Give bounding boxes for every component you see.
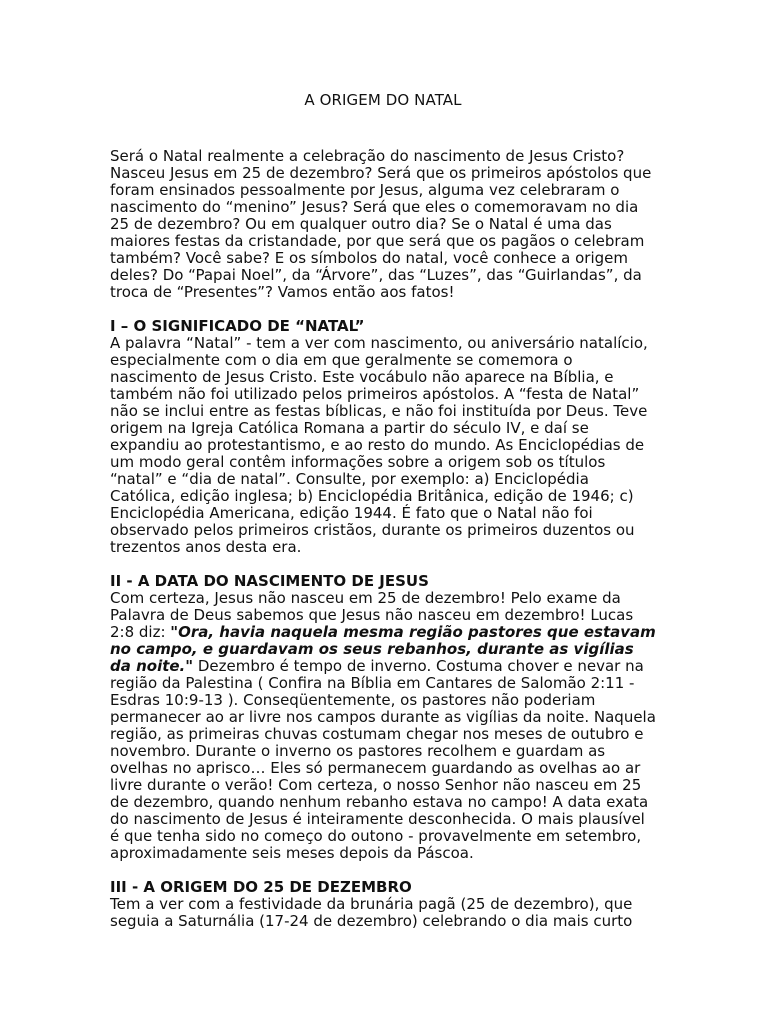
section-3-body: Tem a ver com a festividade da brunária pagã (25 de dezembro), que seguia a Saturnália (17-24 de dezembro) celebrando o dia mais curto xyxy=(110,895,633,930)
paragraph-spacer xyxy=(110,862,656,879)
scripture-quote: "Ora, havia naquela mesma região pastores que estavam no campo, e guardavam os seus rebanhos, durante as vigílias da noite." xyxy=(110,623,656,675)
document-page xyxy=(110,90,656,930)
section-1-heading: I – O SIGNIFICADO DE “NATAL” xyxy=(110,317,365,335)
document-title: A ORIGEM DO NATAL xyxy=(304,91,462,109)
paragraph-spacer xyxy=(110,301,656,318)
section-2-text-after-quote: Dezembro é tempo de inverno. Costuma chover e nevar na região da Palestina ( Confira na Bíblia em Cantares de Salomão 2:11 - Esdras 10:9-13 ). Conseqüentemente, os pastores não poderiam permanecer ao ar livre nos campos durante as vigílias da noite. Naquela região, as primeiras chuvas costumam chegar nos meses de outubro e novembro. Durante o inverno os pastores recolhem e guardam as ovelhas no aprisco… Eles só permanecem guardando as ovelhas ao ar livre durante o verão! Com certeza, o nosso Senhor não nasceu em 25 de dezembro, quando nenhum rebanho estava no campo! A data exata do nascimento de Jesus é inteiramente desconhecida. O mais plausível é que tenha sido no começo do outono - provavelmente em setembro, aproximadamente seis meses depois da Páscoa. xyxy=(110,657,656,862)
paragraph-spacer xyxy=(110,556,656,573)
section-2-text-before-quote: Com certeza, Jesus não nasceu em 25 de dezembro! Pelo exame da Palavra de Deus sabemos que Jesus não nasceu em dezembro! Lucas 2:8 diz: xyxy=(110,589,634,641)
intro-paragraph: Será o Natal realmente a celebração do nascimento de Jesus Cristo? Nasceu Jesus em 25 de dezembro? Será que os primeiros apóstolos que foram ensinados pessoalmente por Jesus, alguma vez celebraram o nascimento do “menino” Jesus? Será que eles o comemoravam no dia 25 de dezembro? Ou em qualquer outro dia? Se o Natal é uma das maiores festas da cristandade, por que será que os pagãos o celebram também? Você sabe? E os símbolos do natal, você conhece a origem deles? Do “Papai Noel”, da “Árvore”, das “Luzes”, das “Guirlandas”, da troca de “Presentes”? Vamos então aos fatos! xyxy=(110,147,652,301)
section-1-body: A palavra “Natal” - tem a ver com nascimento, ou aniversário natalício, especialmente com o dia em que geralmente se comemora o nascimento de Jesus Cristo. Este vocábulo não aparece na Bíblia, e também não foi utilizado pelos primeiros apóstolos. A “festa de Natal” não se inclui entre as festas bíblicas, e não foi instituída por Deus. Teve origem na Igreja Católica Romana a partir do século IV, e daí se expandiu ao protestantismo, e ao resto do mundo. As Enciclopédias de um modo geral contêm informações sobre a origem sob os títulos “natal” e “dia de natal”. Consulte, por exemplo: a) Enciclopédia Católica, edição inglesa; b) Enciclopédia Britânica, edição de 1946; c) Enciclopédia Americana, edição 1944. É fato que o Natal não foi observado pelos primeiros cristãos, durante os primeiros duzentos ou trezentos anos desta era. xyxy=(110,334,648,556)
section-2-heading: II - A DATA DO NASCIMENTO DE JESUS xyxy=(110,572,429,590)
section-2-body xyxy=(110,590,656,862)
section-3-heading: III - A ORIGEM DO 25 DE DEZEMBRO xyxy=(110,878,412,896)
